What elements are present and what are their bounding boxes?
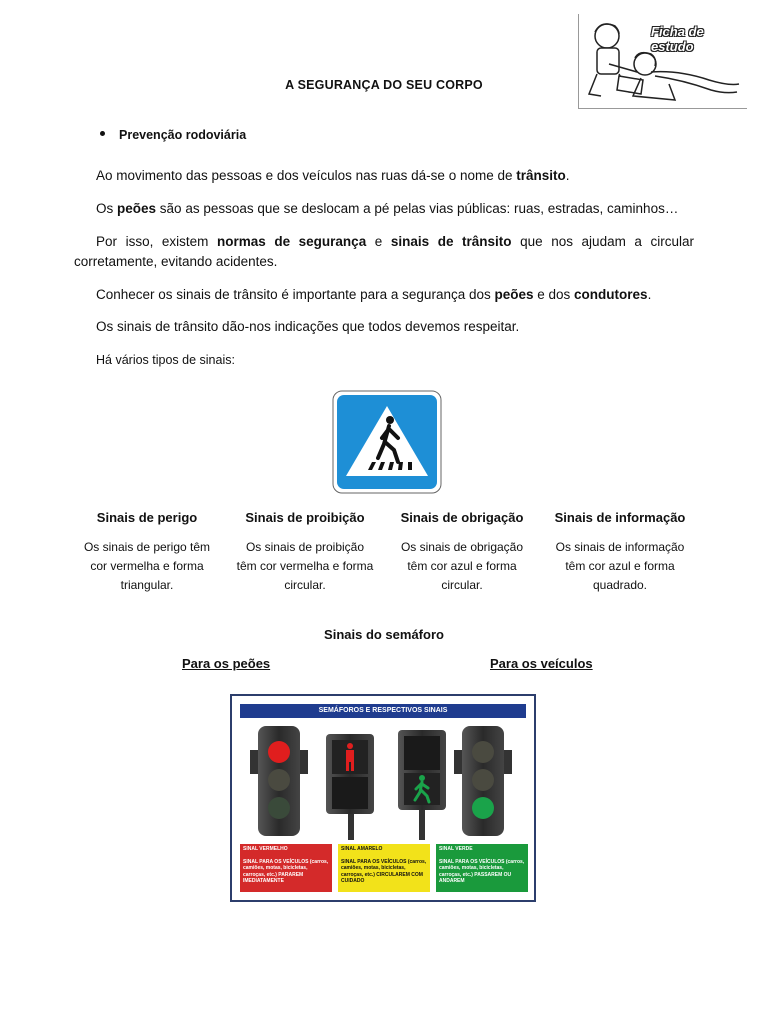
paragraph-3: Por isso, existem normas de segurança e sinais de trânsito que nos ajudam a circular corretamente, evitando acidentes. xyxy=(74,234,694,269)
vehicles-subtitle: Para os veículos xyxy=(490,656,593,671)
category-prohibition-title: Sinais de proibição xyxy=(245,510,365,525)
section-bullet xyxy=(100,128,246,142)
paragraph-4: Conhecer os sinais de trânsito é importante para a segurança dos peões e dos condutores. xyxy=(96,287,652,302)
category-danger-description: Os sinais de perigo têm cor vermelha e forma triangular. xyxy=(83,540,211,592)
study-sheet-badge: Ficha de estudo xyxy=(651,24,704,54)
paragraph-2: Os peões são as pessoas que se deslocam a pé pelas vias públicas: ruas, estradas, caminhos… xyxy=(96,201,679,216)
pedestrian-crossing-sign xyxy=(332,390,442,494)
document-title: A SEGURANÇA DO SEU CORPO xyxy=(285,78,483,92)
category-obligation-description: Os sinais de obrigação têm cor azul e forma circular. xyxy=(400,540,524,592)
bullet-icon xyxy=(100,131,105,136)
category-danger-title: Sinais de perigo xyxy=(96,510,198,525)
red-signal-box: SINAL VERMELHO SINAL PARA OS VEÍCULOS (carros, camiões, motas, bicicletas, carroças, etc.) PARAREM IMEDIATAMENTE xyxy=(240,844,332,892)
traffic-lights-icon xyxy=(232,720,534,842)
category-obligation-title: Sinais de obrigação xyxy=(400,510,524,525)
crosswalk-icon xyxy=(332,390,442,494)
category-information-title: Sinais de informação xyxy=(554,510,686,525)
poster-title: SEMÁFOROS E RESPECTIVOS SINAIS xyxy=(240,704,526,718)
section-heading: Prevenção rodoviária xyxy=(119,128,247,142)
green-signal-box: SINAL VERDE SINAL PARA OS VEÍCULOS (carros, camiões, motas, bicicletas, carroças, etc.) PASSAREM OU ANDAREM xyxy=(436,844,528,892)
yellow-signal-box: SINAL AMARELO SINAL PARA OS VEÍCULOS (carros, camiões, motas, bicicletas, carroças, etc.) CIRCULAREM COM CUIDADO xyxy=(338,844,430,892)
study-sheet-illustration xyxy=(578,14,747,109)
paragraph-1: Ao movimento das pessoas e dos veículos nas ruas dá-se o nome de trânsito. xyxy=(96,168,570,183)
semaphore-title: Sinais do semáforo xyxy=(324,627,444,642)
traffic-lights-poster xyxy=(230,694,536,902)
paragraph-5: Os sinais de trânsito dão-nos indicações que todos devemos respeitar. xyxy=(96,319,520,334)
pedestrians-subtitle: Para os peões xyxy=(182,656,271,671)
category-prohibition-description: Os sinais de proibição têm cor vermelha e forma circular. xyxy=(236,540,374,592)
paragraph-6: Há vários tipos de sinais: xyxy=(96,353,235,367)
category-information-description: Os sinais de informação têm cor azul e forma quadrado. xyxy=(555,540,685,592)
